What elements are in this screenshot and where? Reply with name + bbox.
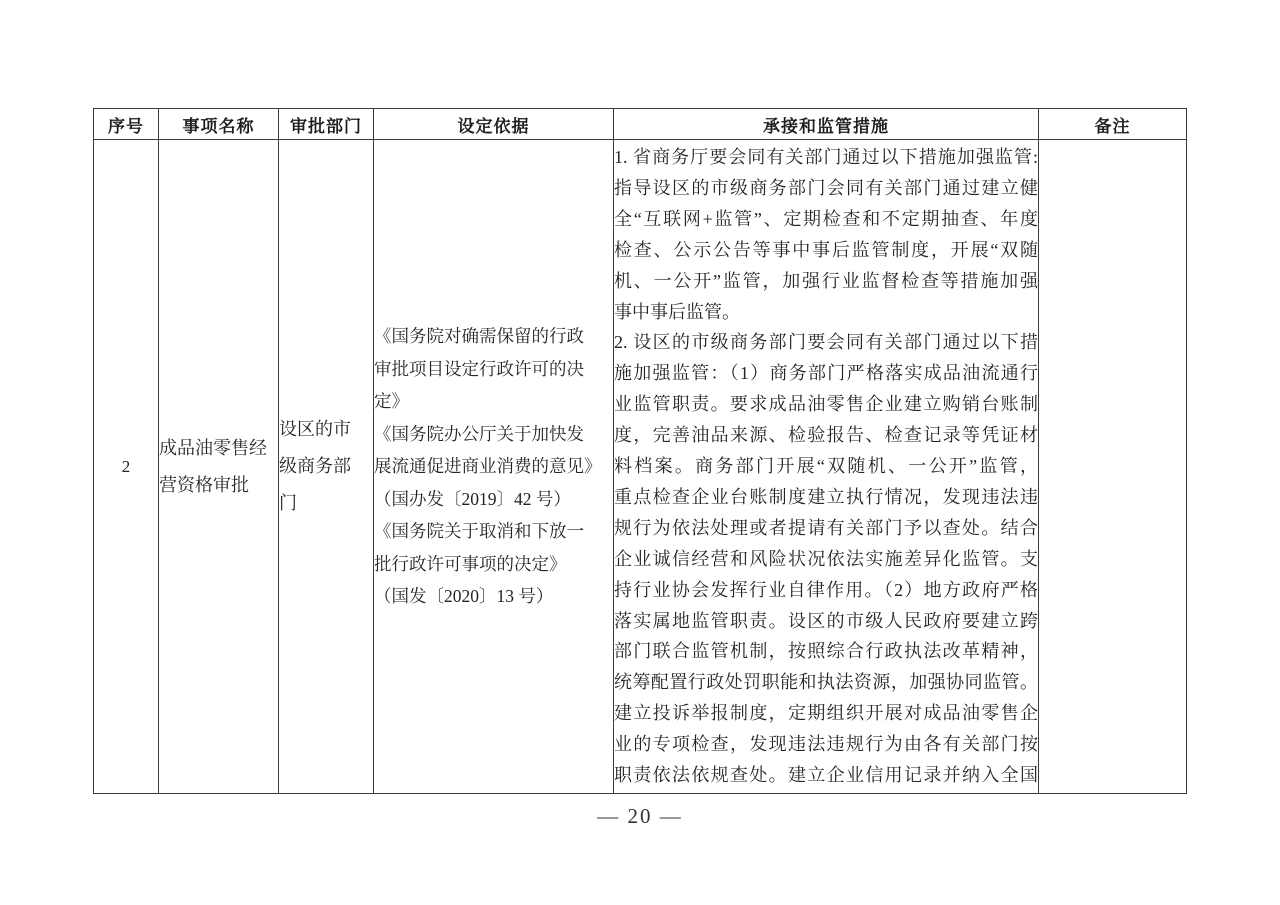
col-header-measures: 承接和监管措施 [614,109,1039,140]
cell-department [279,140,374,794]
table-row [94,140,1187,794]
col-header-index: 序号 [94,109,159,140]
cell-measures [614,140,1039,794]
col-header-item-name: 事项名称 [159,109,279,140]
measures-text: 1. 省商务厅要会同有关部门通过以下措施加强监管: 指导设区的市级商务部门会同有关部门通过建立健 全“互联网+监管”、定期检查和不定期抽查、年度 检查、公示公告等事中事后监管制度，开展“双随 机、一公开”监管，加强行业监督检查等措施加强 事中事后监管。 2. 设区的市级商务部门要会同有关部门通过以下措 施加强监管：（1）商务部门严格落实成品油流通行 业监管职责。要求成品油零售企业建立购销台账制 度，完善油品来源、检验报告、检查记录等凭证材 料档案。商务部门开展“双随机、一公开”监管， 重点检查企业台账制度建立执行情况，发现违法违 规行为依法处理或者提请有关部门予以查处。结合 企业诚信经营和风险状况依法实施差异化监管。支 持行业协会发挥行业自律作用。（2）地方政府严格 落实属地监管职责。设区的市级人民政府要建立跨 部门联合监管机制，按照综合行政执法改革精神， 统筹配置行政处罚职能和执法资源，加强协同监管。 建立投诉举报制度，定期组织开展对成品油零售企 业的专项检查，发现违法违规行为由各有关部门按 职责依法依规查处。建立企业信用记录并纳入全国 [614,146,1038,786]
table-header-row [94,109,1187,140]
col-header-department: 审批部门 [279,109,374,140]
page-number: — 20 — [597,804,683,828]
cell-remark [1039,140,1187,794]
cell-index: 2 [94,140,159,794]
col-header-basis: 设定依据 [374,109,614,140]
approval-items-table [93,108,1187,794]
item-name-text: 成品油零售经 营资格审批 [159,437,267,495]
basis-text: 《国务院对确需保留的行政 审批项目设定行政许可的决 定》 《国务院办公厅关于加快发 展流通促进商业消费的意见》 （国办发〔2019〕42 号） 《国务院关于取消和下放一 批行政许可事项的决定》 （国发〔2020〕13 号） [374,326,602,607]
col-header-remark: 备注 [1039,109,1187,140]
cell-item-name [159,140,279,794]
cell-basis [374,140,614,794]
department-text: 设区的市 级商务部 门 [279,419,351,513]
